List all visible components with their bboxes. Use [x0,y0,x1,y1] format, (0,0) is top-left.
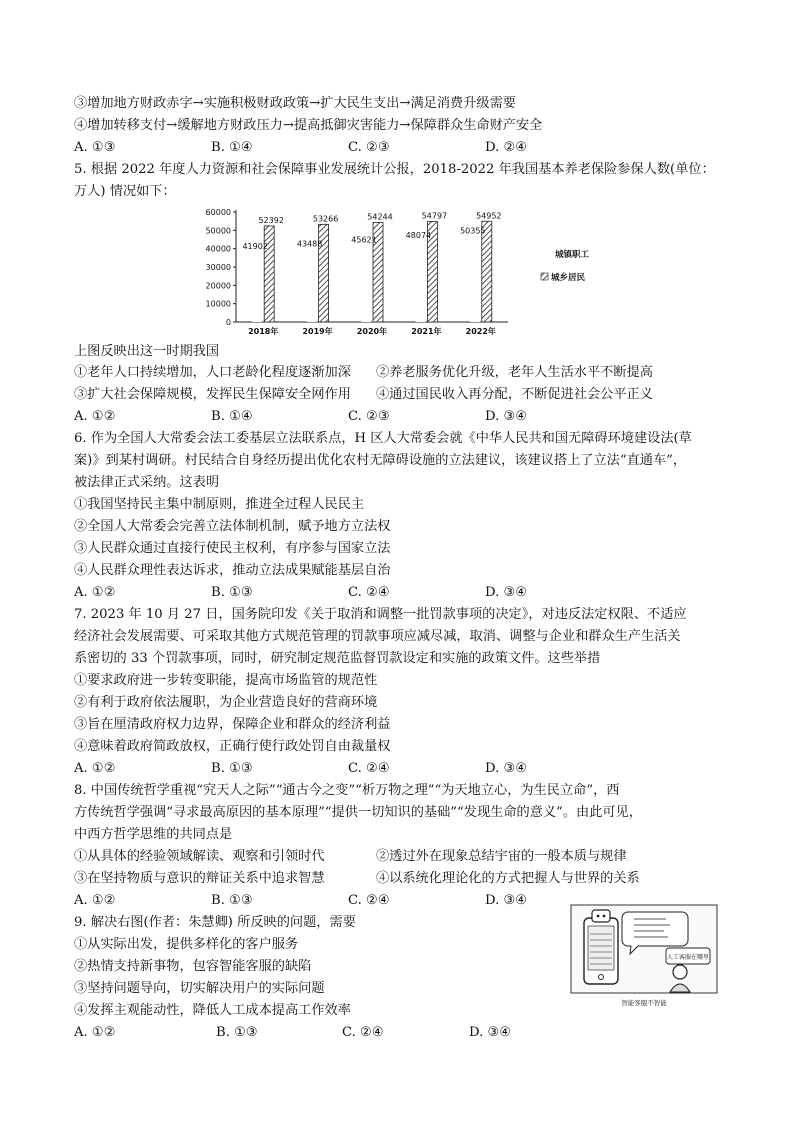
q6-item-1: ①我国坚持民主集中制原则，推进全过程人民民主 [74,497,365,512]
data-label-urban-worker: 43488 [296,239,323,249]
q8-items-row2 [74,869,714,889]
q5-items-row1 [74,363,714,383]
option-d: D. ③④ [485,409,528,424]
option-c: C. ②④ [348,761,390,776]
legend-label-urban-worker: 城镇职工 [555,250,590,260]
data-label-urban-worker: 41902 [242,242,268,252]
q6-stem-line2: 案)》到某村调研。村民结合自身经历提出优化农村无障碍设施的立法建议，该建议搭上了立法“直通车”， [74,453,687,468]
q7-item-4: ④意味着政府简政放权，正确行使行政处罚自由裁量权 [74,739,391,754]
y-tick-label: 50000 [205,226,231,236]
x-tick-label: 2018年 [248,327,279,336]
option-d: D. ③④ [485,585,528,600]
q7-item-1: ①要求政府进一步转变职能，提高市场监管的规范性 [74,673,378,688]
bar-urban-rural-resident [264,226,274,322]
y-tick-label: 30000 [205,263,231,272]
cartoon-image [570,904,718,1012]
bar-urban-worker [470,230,480,322]
robot-head-icon [592,910,610,922]
q9-item-4: ④发挥主观能动性，降低人工成本提高工作效率 [74,1003,351,1018]
option-a: A. ①② [74,409,116,424]
option-c: C. ②③ [348,140,390,155]
bar-urban-worker [307,242,317,322]
phone-screen [588,926,614,970]
option-d: D. ③④ [469,1025,512,1040]
q5-item-4: ④通过国民收入再分配，不断促进社会公平正义 [376,387,653,402]
option-a: A. ①② [74,585,116,600]
data-label-urban-rural-resident: 52392 [258,215,284,225]
data-label-urban-worker: 50355 [460,226,486,236]
x-tick-label: 2021年 [411,327,442,336]
q8-item-3: ③在坚持物质与意识的辩证关系中追求智慧 [74,871,325,886]
q7-item-3: ③旨在厘清政府权力边界，保障企业和群众的经济利益 [74,717,391,732]
q9-item-1: ①从实际出发，提供多样化的客户服务 [74,937,299,952]
bar-urban-rural-resident [482,221,492,322]
q5-stem-line2: 万人) 情况如下： [74,184,176,199]
option-b: B. ①④ [211,409,253,424]
y-tick-label: 60000 [205,208,231,217]
q4-item-4: ④增加转移支付→缓解地方财政压力→提高抵御灾害能力→保障群众生命财产安全 [74,118,543,133]
option-d: D. ③④ [485,761,528,776]
data-label-urban-rural-resident: 54244 [367,212,393,222]
q8-stem-line2: 方传统哲学强调“寻求最高原因的基本原理”“提供一切知识的基础”“发现生命的意义”。由此可见， [74,805,642,820]
data-label-urban-rural-resident: 53266 [312,214,339,224]
bar-urban-worker [361,238,371,322]
option-a: A. ①② [74,761,116,776]
option-b: B. ①④ [211,140,253,155]
legend-label-urban-rural-resident: 城乡居民 [551,273,586,283]
y-tick-label: 10000 [205,299,231,309]
q9-item-2: ②热情支持新事物，包容智能客服的缺陷 [74,959,312,974]
q5-item-1: ①老年人口持续增加，人口老龄化程度逐渐加深 [74,365,351,380]
pension-bar-chart [196,202,616,342]
data-label-urban-rural-resident: 54797 [421,211,448,221]
y-tick-label: 20000 [205,281,231,291]
option-b: B. ①③ [216,1025,258,1040]
user-head-icon [673,965,687,979]
data-label-urban-worker: 45621 [351,235,377,245]
q7-item-2: ②有利于政府依法履职，为企业营造良好的营商环境 [74,695,378,710]
option-b: B. ①③ [211,893,253,908]
q9-options [74,1023,634,1043]
q5-options [74,407,634,427]
option-c: C. ②④ [348,585,390,600]
bar-urban-worker [252,245,262,322]
q6-item-3: ③人民群众通过直接行使民主权利，有序参与国家立法 [74,541,391,556]
q8-options [74,891,634,911]
option-d: D. ③④ [485,893,528,908]
y-tick-label: 40000 [205,244,231,254]
y-tick-label: 0 [225,318,231,327]
option-a: A. ①② [74,1025,116,1040]
option-b: B. ①③ [211,761,253,776]
x-tick-label: 2022年 [465,327,496,336]
q5-item-2: ②养老服务优化升级，老年人生活水平不断提高 [376,365,653,380]
x-tick-label: 2020年 [356,327,388,336]
q8-item-1: ①从具体的经验领域解读、观察和引领时代 [74,849,325,864]
q7-options [74,759,634,779]
q6-stem-line3: 被法律正式采纳。这表明 [74,475,220,490]
q9-item-3: ③坚持问题导向，切实解决用户的实际问题 [74,981,325,996]
q6-stem-line1: 6. 作为全国人大常委会法工委基层立法联系点，H 区人大常委会就《中华人民共和国无障碍环境建设法(草 [74,431,692,446]
q7-stem-line1: 7. 2023 年 10 月 27 日，国务院印发《关于取消和调整一批罚款事项的决定》，对违反法定权限、不适应 [74,607,687,622]
q8-item-4: ④以系统化理论化的方式把握人与世界的关系 [376,871,640,886]
q5-items-row2 [74,385,714,405]
q7-stem-line3: 系密切的 33 个罚款事项，同时，研究制定规范监督罚款设定和实施的政策文件。这些举措 [74,651,601,666]
user-bubble-text: 人工客服在哪里 [666,954,710,961]
q5-item-3: ③扩大社会保障规模，发挥民生保障安全网作用 [74,387,351,402]
q5-after-chart: 上图反映出这一时期我国 [74,344,220,359]
x-tick-label: 2019年 [302,327,333,336]
data-label-urban-rural-resident: 54952 [476,211,502,221]
cartoon-caption: 智能客服不智能 [621,999,667,1007]
q6-item-2: ②全国人大常委会完善立法体制机制，赋予地方立法权 [74,519,391,534]
q6-item-4: ④人民群众理性表达诉求，推动立法成果赋能基层自治 [74,563,391,578]
q4-item-3: ③增加地方财政赤字→实施积极财政政策→扩大民生支出→满足消费升级需要 [74,96,516,111]
q8-item-2: ②透过外在现象总结宇宙的一般本质与规律 [376,849,627,864]
q4-options [74,138,634,158]
option-c: C. ②④ [348,893,390,908]
legend-swatch-urban-rural-resident [541,273,548,280]
bar-urban-worker [415,234,425,322]
q7-stem-line2: 经济社会发展需要、可采取其他方式规范管理的罚款事项应减尽减，取消、调整与企业和群众生产生活关 [74,629,681,644]
option-b: B. ①③ [211,585,253,600]
data-label-urban-worker: 48074 [405,230,432,240]
option-c: C. ②③ [348,409,390,424]
option-c: C. ②④ [342,1025,384,1040]
q8-stem-line1: 8. 中国传统哲学重视“究天人之际”“通古今之变”“析万物之理”“为天地立心，为生民立命”，西 [74,783,620,798]
q6-options [74,583,634,603]
option-d: D. ②④ [485,140,528,155]
q8-stem-line3: 中西方哲学思维的共同点是 [74,827,233,842]
q9-stem: 9. 解决右图(作者：朱慧卿) 所反映的问题，需要 [74,915,356,930]
q5-stem-line1: 5. 根据 2022 年度人力资源和社会保障事业发展统计公报，2018-2022 年我国基本养老保险参保人数(单位： [74,162,715,177]
q8-items-row1 [74,847,714,867]
option-a: A. ①③ [74,140,116,155]
option-a: A. ①② [74,893,116,908]
